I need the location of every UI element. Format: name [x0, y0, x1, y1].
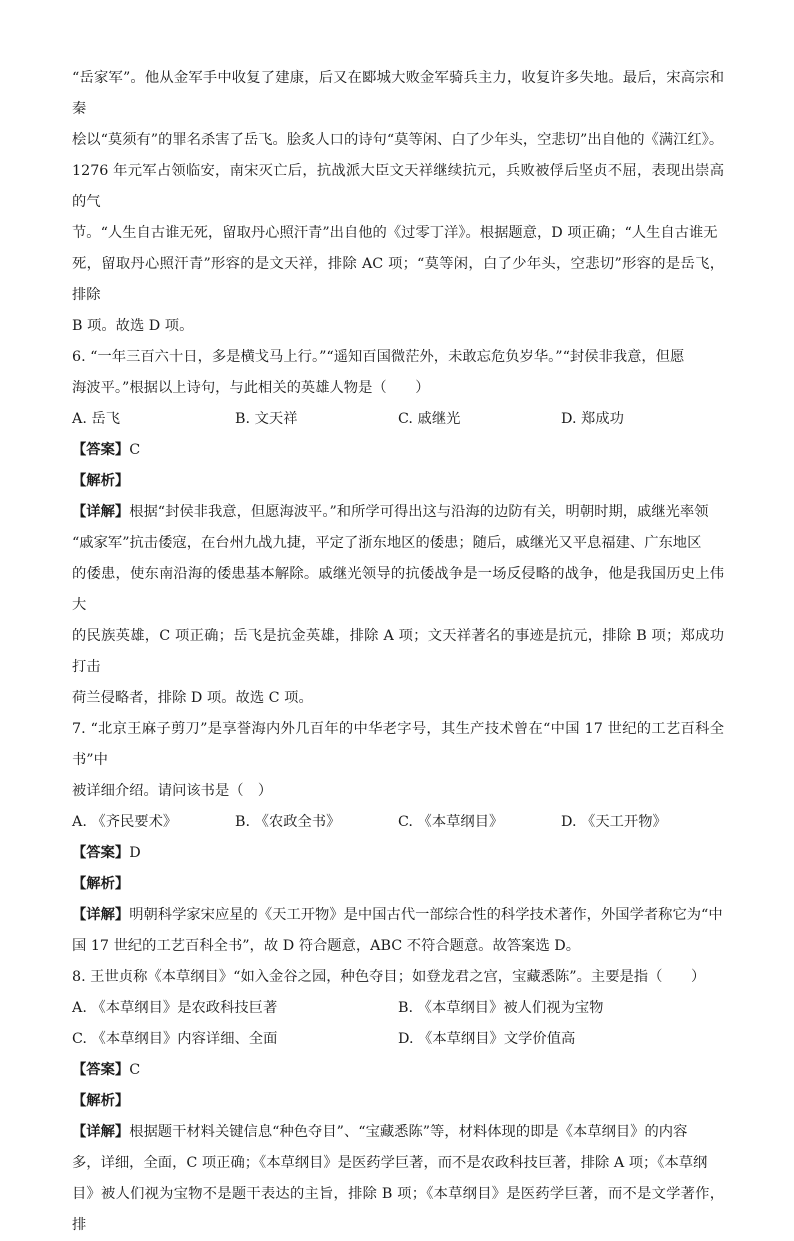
detail-line: 的倭患，使东南沿海的倭患基本解除。戚继光领导的抗倭战争是一场反侵略的战争，他是我国历史上伟大: [72, 566, 724, 613]
detail-line: 多，详细，全面，C 项正确；《本草纲目》是医药学巨著，而不是农政科技巨著，排除 A 项；《本草纲: [72, 1155, 708, 1171]
detail-line: 荷兰侵略者，排除 D 项。故选 C 项。: [72, 690, 313, 706]
text-line: “岳家军”。他从金军手中收复了建康，后又在郾城大败金军骑兵主力，收复许多失地。最后，宋高宗和秦: [72, 70, 724, 117]
option-c: C. 戚继光: [398, 411, 461, 427]
answer-tag: 【答案】: [72, 1062, 130, 1078]
detail-line: 的民族英雄，C 项正确；岳飞是抗金英雄，排除 A 项；文天祥著名的事迹是抗元，排除 B 项；郑成功打击: [72, 628, 724, 675]
option-b: B. 文天祥: [235, 411, 298, 427]
answer-line: [72, 435, 724, 466]
question-6: [72, 342, 724, 714]
question-7: [72, 714, 724, 962]
text-line: B 项。故选 D 项。: [72, 318, 194, 334]
detail-tag: 【详解】: [72, 504, 130, 520]
answer-tag: 【答案】: [72, 845, 130, 861]
option-a: A. 岳飞: [72, 411, 121, 427]
question-stem: 海波平。”根据以上诗句，与此相关的英雄人物是（ ）: [72, 380, 430, 396]
detail-line: 【详解】根据“封侯非我意，但愿海波平。”和所学可得出这与沿海的边防有关，明朝时期，戚继光率领: [72, 504, 709, 520]
previous-answer-continuation: [72, 63, 724, 342]
option-d: D. 郑成功: [561, 411, 624, 427]
detail-line: 【详解】明朝科学家宋应星的《天工开物》是中国古代一部综合性的科学技术著作，外国学者称它为“中: [72, 907, 723, 923]
option-c: C. 《本草纲目》: [398, 814, 504, 830]
detail-line: 【详解】根据题干材料关键信息“种色夺目”、“宝藏悉陈”等，材料体现的即是《本草纲目》的内容: [72, 1124, 688, 1140]
option-d: D. 《本草纲目》文学价值高: [398, 1031, 576, 1047]
text-line: 死，留取丹心照汗青”形容的是文天祥，排除 AC 项；“莫等闲，白了少年头，空悲切”形容的是岳飞，排除: [72, 256, 724, 303]
answer-value: C: [129, 442, 141, 458]
question-stem: 被详细介绍。请问该书是（ ）: [72, 783, 273, 799]
detail-tag: 【详解】: [72, 907, 130, 923]
option-d: D. 《天工开物》: [561, 814, 667, 830]
analysis-tag: 【解析】: [72, 473, 130, 489]
option-b: B. 《农政全书》: [235, 814, 341, 830]
text-line: 1276 年元军占领临安，南宋灭亡后，抗战派大臣文天祥继续抗元，兵败被俘后坚贞不屈，表现出崇高的气: [72, 163, 724, 210]
text-line: 节。“人生自古谁无死，留取丹心照汗青”出自他的《过零丁洋》。根据题意，D 项正确；“人生自古谁无: [72, 225, 718, 241]
text-line: 桧以“莫须有”的罪名杀害了岳飞。脍炙人口的诗句“莫等闲、白了少年头，空悲切”出自他的《满江红》。: [72, 132, 724, 148]
detail-line: 国 17 世纪的工艺百科全书”，故 D 符合题意，ABC 不符合题意。故答案选 D。: [72, 938, 581, 954]
option-list: [72, 807, 724, 838]
answer-value: C: [129, 1062, 141, 1078]
question-stem: 8. 王世贞称《本草纲目》“如入金谷之园，种色夺目；如登龙君之宫，宝藏悉陈”。主要是指（ ）: [72, 969, 706, 985]
option-row: [72, 993, 724, 1024]
answer-line: [72, 838, 724, 869]
question-8: [72, 962, 724, 1241]
option-row: [72, 1024, 724, 1055]
answer-value: D: [129, 845, 141, 861]
detail-tag: 【详解】: [72, 1124, 130, 1140]
analysis-tag: 【解析】: [72, 1093, 130, 1109]
answer-line: [72, 1055, 724, 1086]
question-stem: 6. “一年三百六十日，多是横戈马上行。”“遥知百国微茫外，未敢忘危负岁华。”“封侯非我意，但愿: [72, 349, 685, 365]
analysis-tag: 【解析】: [72, 876, 130, 892]
detail-line: “戚家军”抗击倭寇，在台州九战九捷，平定了浙东地区的倭患；随后，戚继光又平息福建、广东地区: [72, 535, 702, 551]
detail-line: 目》被人们视为宝物不是题干表达的主旨，排除 B 项；《本草纲目》是医药学巨著，而不是文学著作，排: [72, 1186, 724, 1233]
option-a: A. 《本草纲目》是农政科技巨著: [72, 1000, 278, 1016]
answer-tag: 【答案】: [72, 442, 130, 458]
option-c: C. 《本草纲目》内容详细、全面: [72, 1031, 278, 1047]
option-b: B. 《本草纲目》被人们视为宝物: [398, 1000, 604, 1016]
option-list: [72, 404, 724, 435]
option-a: A. 《齐民要术》: [72, 814, 178, 830]
document-page: [72, 63, 724, 1241]
question-stem: 7. “北京王麻子剪刀”是享誉海内外几百年的中华老字号，其生产技术曾在“中国 17 世纪的工艺百科全书”中: [72, 721, 724, 768]
